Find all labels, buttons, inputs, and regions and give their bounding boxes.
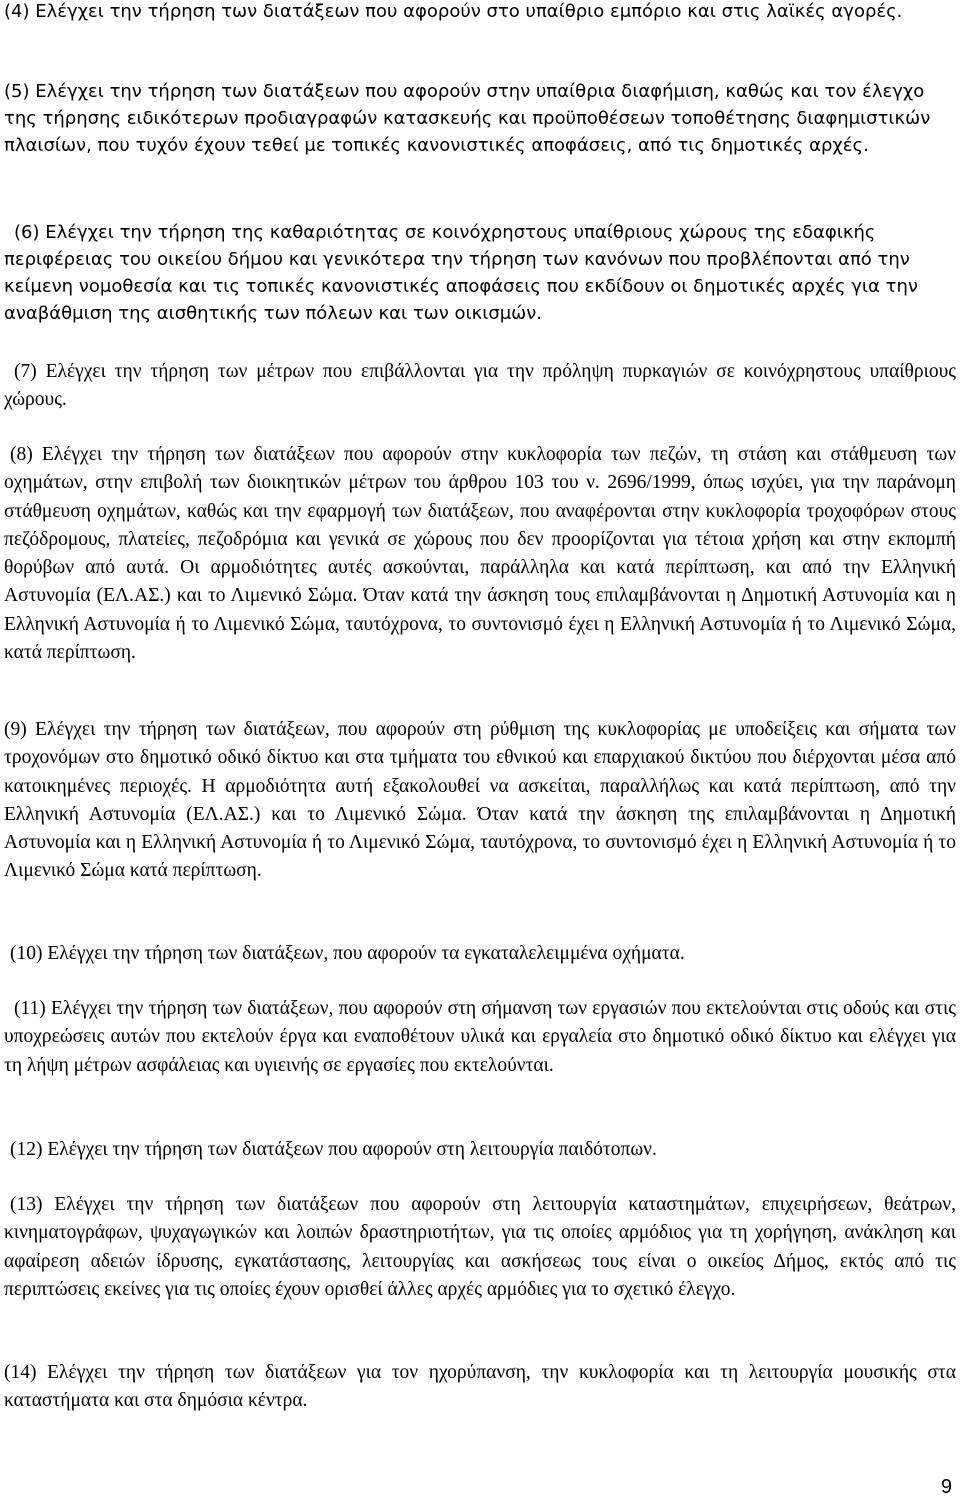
paragraph-12: (12) Ελέγχει την τήρηση των διατάξεων που αφορούν στη λειτουργία παιδότοπων. (10, 1139, 657, 1160)
paragraph-7: (7) Ελέγχει την τήρηση των μέτρων που επιβάλλονται για την πρόληψη πυρκαγιών σε κοινόχρηστους υπαίθριους χώρους. (4, 361, 956, 411)
paragraph-14: (14) Ελέγχει την τήρηση των διατάξεων για τον ηχορύπανση, την κυκλοφορία και τη λειτουργία μουσικής στα καταστήματα και στα δημόσια κέντρα. (4, 1362, 956, 1412)
paragraph-5: (5) Ελέγχει την τήρηση των διατάξεων που αφορούν στην υπαίθρια διαφήμιση, καθώς και τον έλεγχο της τήρησης ειδικότερων προδιαγραφών κατασκευής και προϋποθέσεων τοποθέτησης διαφημιστικών πλαισίων, που τυχόν έχουν τεθεί με τοπικές κανονιστικές αποφάσεις, από τις δημοτικές αρχές. (4, 81, 931, 156)
paragraph-9: (9) Ελέγχει την τήρηση των διατάξεων, που αφορούν στη ρύθμιση της κυκλοφορίας με υποδείξεις και σήματα των τροχονόμων στο δημοτικό οδικό δίκτυο και στα τμήματα του εθνικού και επαρχιακού δικτύου που διέρχονται μέσα από κατοικημένες περιοχές. Η αρμοδιότητα αυτή εξακολουθεί να ασκείται, παραλλήλως και κατά περίπτωση, από την Ελληνική Αστυνομία (ΕΛ.ΑΣ.) και το Λιμενικό Σώμα. Όταν κατά την άσκηση της επιλαμβάνονται η Δημοτική Αστυνομία και η Ελληνική Αστυνομία ή το Λιμενικό Σώμα, ταυτόχρονα, το συντονισμό έχει η Ελληνική Αστυνομία ή το Λιμενικό Σώμα κατά περίπτωση. (4, 719, 956, 882)
paragraph-6: (6) Ελέγχει την τήρηση της καθαριότητας σε κοινόχρηστους υπαίθριους χώρους της εδαφικής περιφέρειας του οικείου δήμου και γενικότερα την τήρηση των κανόνων που προβλέπονται από την κείμενη νομοθεσία και τις τοπικές κανονιστικές αποφάσεις που εκδίδουν οι δημοτικές αρχές για την αναβάθμιση της αισθητικής των πόλεων και των οικισμών. (4, 222, 918, 324)
paragraph-8: (8) Ελέγχει την τήρηση των διατάξεων που αφορούν στην κυκλοφορία των πεζών, τη στάση και στάθμευση των οχημάτων, στην επιβολή των διοικητικών μέτρων του άρθρου 103 του ν. 2696/1999, όπως ισχύει, για την παράνομη στάθμευση οχημάτων, καθώς και την εφαρμογή των διατάξεων, που αναφέρονται στην κυκλοφορία τροχοφόρων στους πεζόδρομους, πλατείες, πεζοδρόμια και γενικά σε χώρους που δεν προορίζονται για τέτοια χρήση και στην εκπομπή θορύβων από αυτά. Οι αρμοδιότητες αυτές ασκούνται, παράλληλα και κατά περίπτωση, και από την Ελληνική Αστυνομία (ΕΛ.ΑΣ.) και το Λιμενικό Σώμα. Όταν κατά την άσκηση τους επιλαμβάνονται η Δημοτική Αστυνομία και η Ελληνική Αστυνομία ή το Λιμενικό Σώμα, ταυτόχρονα, το συντονισμό έχει η Ελληνική Αστυνομία ή το Λιμενικό Σώμα, κατά περίπτωση. (4, 444, 956, 664)
paragraph-10: (10) Ελέγχει την τήρηση των διατάξεων, που αφορούν τα εγκαταλελειμμένα οχήματα. (10, 943, 685, 964)
paragraph-11: (11) Ελέγχει την τήρηση των διατάξεων, που αφορούν στη σήμανση των εργασιών που εκτελούνται στις οδούς και στις υποχρεώσεις αυτών που εκτελούν έργα και εναποθέτουν υλικά και εργαλεία στο δημοτικό οδικό δίκτυο και ελέγχει για τη λήψη μέτρων ασφάλειας και υγιεινής σε εργασίες που εκτελούνται. (4, 998, 956, 1076)
paragraph-4: (4) Ελέγχει την τήρηση των διατάξεων που αφορούν στο υπαίθριο εμπόριο και στις λαϊκές αγορές. (4, 1, 903, 22)
paragraph-13: (13) Ελέγχει την τήρηση των διατάξεων που αφορούν στη λειτουργία καταστημάτων, επιχειρήσεων, θεάτρων, κινηματογράφων, ψυχαγωγικών και λοιπών δραστηριοτήτων, για τις οποίες αρμόδιος για τη χορήγηση, ανάκληση και αφαίρεση αδειών ίδρυσης, εγκατάστασης, λειτουργίας και ασκήσεως τους είναι ο οικείος Δήμος, εκτός από τις περιπτώσεις εκείνες για τις οποίες έχουν ορισθεί άλλες αρχές αρμόδιες για το σχετικό έλεγχο. (4, 1194, 956, 1300)
page-number: 9 (940, 1476, 952, 1498)
